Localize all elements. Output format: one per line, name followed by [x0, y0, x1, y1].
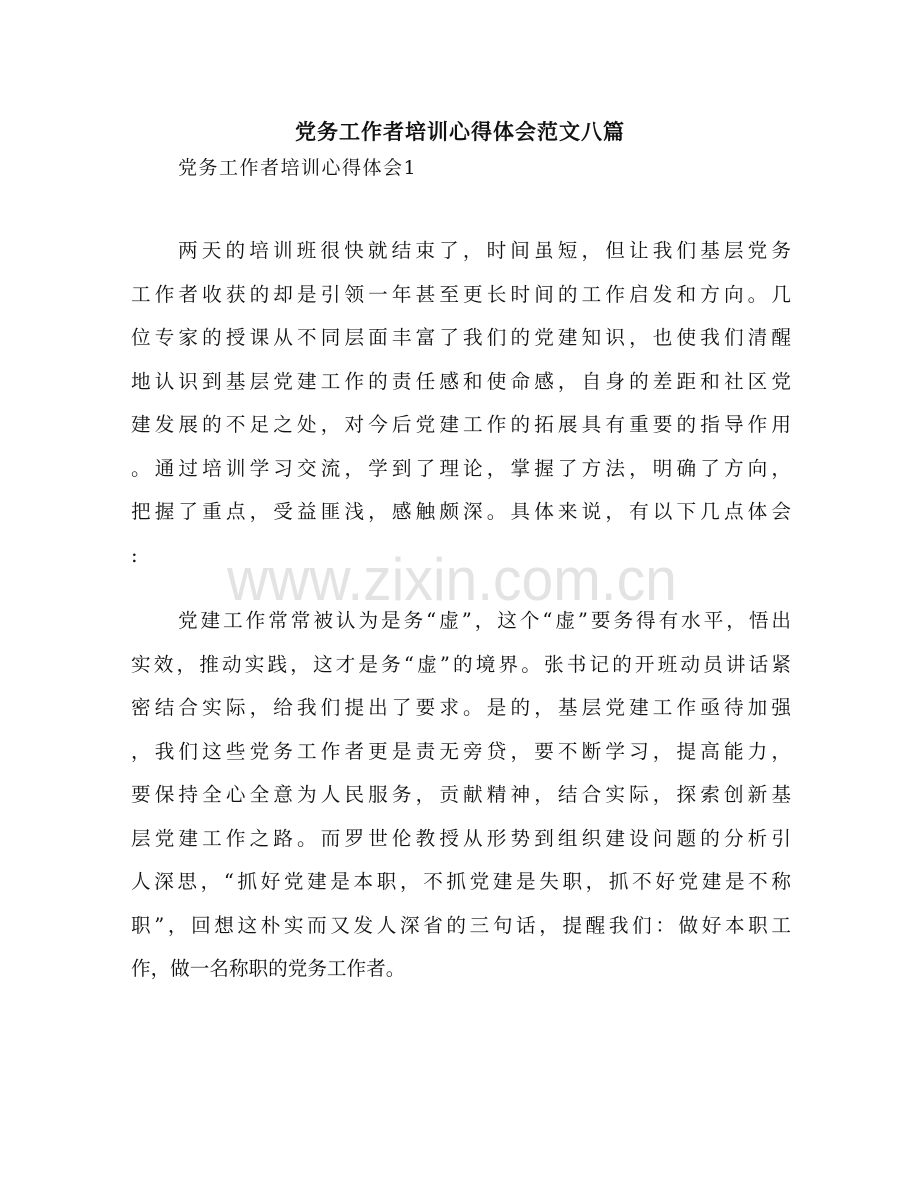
paragraph-1 — [131, 229, 791, 577]
paragraph-line: 位专家的授课从不同层面丰富了我们的党建知识，也使我们清醒 — [131, 326, 791, 349]
paragraph-line: 工作者收获的却是引领一年甚至更长时间的工作启发和方向。几 — [131, 282, 791, 306]
paragraph-line: 。通过培训学习交流，学到了理论，掌握了方法，明确了方向， — [131, 456, 791, 480]
watermark: www.zixin.com.cn — [227, 546, 677, 613]
paragraph-line: 作，做一名称职的党务工作者。 — [131, 957, 406, 980]
paragraph-line: 人深思，“抓好党建是本职，不抓党建是失职，抓不好党建是不称 — [131, 870, 791, 893]
paragraph-line: 建发展的不足之处，对今后党建工作的拓展具有重要的指导作用 — [131, 413, 791, 436]
paragraph-line: 党建工作常常被认为是务“虚”，这个“虚”要务得有水平，悟出 — [178, 609, 791, 632]
paragraph-line: 职”，回想这朴实而又发人深省的三句话，提醒我们：做好本职工 — [131, 913, 791, 937]
paragraph-line: 要保持全心全意为人民服务，贡献精神，结合实际，探索创新基 — [131, 783, 791, 806]
document-title: 党务工作者培训心得体会范文八篇 — [295, 120, 625, 144]
paragraph-line: 实效，推动实践，这才是务“虚”的境界。张书记的开班动员讲话紧 — [131, 652, 791, 676]
paragraph-line: 地认识到基层党建工作的责任感和使命感，自身的差距和社区党 — [131, 369, 791, 393]
section-heading: 党务工作者培训心得体会1 — [178, 157, 418, 179]
paragraph-line: : — [131, 543, 138, 567]
paragraph-line: 层党建工作之路。而罗世伦教授从形势到组织建设问题的分析引 — [131, 826, 791, 850]
paragraph-2 — [131, 599, 791, 991]
paragraph-line: 两天的培训班很快就结束了，时间虽短，但让我们基层党务 — [178, 239, 791, 262]
paragraph-line: 把握了重点，受益匪浅，感触颇深。具体来说，有以下几点体会 — [131, 500, 791, 523]
paragraph-line: 密结合实际，给我们提出了要求。是的，基层党建工作亟待加强 — [131, 696, 791, 719]
paragraph-line: ，我们这些党务工作者更是责无旁贷，要不断学习，提高能力， — [131, 739, 791, 763]
